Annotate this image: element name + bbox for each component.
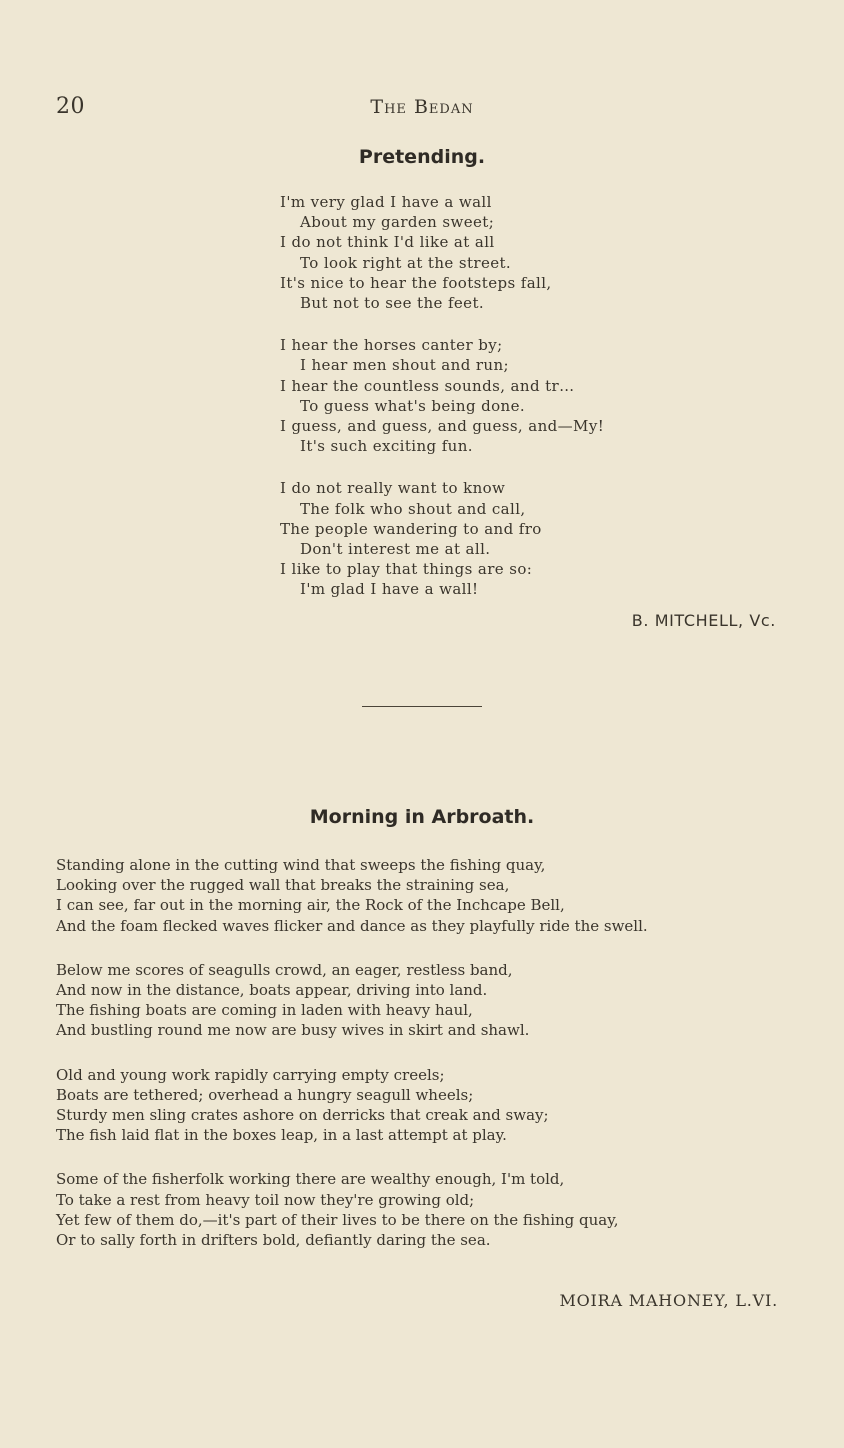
- poem-title-pretending: Pretending.: [358, 146, 486, 168]
- stanza: [56, 1065, 780, 1146]
- poem-line: To take a rest from heavy toil now they're growing old;: [56, 1190, 475, 1209]
- poem-line: I can see, far out in the morning air, the Rock of the Inchcape Bell,: [56, 896, 565, 915]
- poem-line: About my garden sweet;: [300, 213, 495, 232]
- poem-line: I hear the countless sounds, and tr…: [280, 376, 575, 395]
- poem-line: I guess, and guess, and guess, and—My!: [280, 417, 605, 436]
- stanza: [280, 478, 604, 599]
- author-signature: B. MITCHELL, Vc.: [631, 611, 776, 630]
- author-signature: MOIRA MAHONEY, L.VI.: [559, 1291, 778, 1310]
- poem-line: And bustling round me now are busy wives in skirt and shawl.: [56, 1021, 530, 1040]
- poem-line: But not to see the feet.: [300, 294, 485, 313]
- poem-line: Sturdy men sling crates ashore on derricks that creak and sway;: [56, 1106, 549, 1125]
- poem-line: And the foam flecked waves flicker and dance as they playfully ride the swell.: [56, 916, 648, 935]
- stanza: [56, 960, 780, 1041]
- stanza: [280, 192, 604, 313]
- poem-line: Don't interest me at all.: [300, 540, 491, 559]
- poem-line: Looking over the rugged wall that breaks the straining sea,: [56, 876, 510, 895]
- poem-line: Old and young work rapidly carrying empty creels;: [56, 1065, 445, 1084]
- poem-line: Below me scores of seagulls crowd, an eager, restless band,: [56, 960, 513, 979]
- poem-line: I do not think I'd like at all: [280, 233, 495, 252]
- page-number: 20: [56, 94, 85, 119]
- running-head: The Bedan: [370, 96, 474, 118]
- poem-line: Boats are tethered; overhead a hungry seagull wheels;: [56, 1085, 474, 1104]
- poem-line: I hear men shout and run;: [300, 356, 510, 375]
- stanza: [56, 855, 780, 936]
- poem-line: I do not really want to know: [280, 479, 506, 498]
- poem-line: I like to play that things are so:: [280, 560, 533, 579]
- poem-pretending: [280, 192, 604, 600]
- poem-line: It's such exciting fun.: [300, 437, 473, 456]
- stanza: [280, 335, 604, 456]
- poem-line: Or to sally forth in drifters bold, defiantly daring the sea.: [56, 1231, 491, 1250]
- poem-line: The fishing boats are coming in laden with heavy haul,: [56, 1001, 473, 1020]
- poem-line: The folk who shout and call,: [300, 499, 526, 518]
- poem-line: And now in the distance, boats appear, driving into land.: [56, 981, 488, 1000]
- poem-line: To look right at the street.: [300, 253, 512, 272]
- poem-line: Yet few of them do,—it's part of their lives to be there on the fishing quay,: [56, 1210, 619, 1229]
- poem-line: Some of the fisherfolk working there are wealthy enough, I'm told,: [56, 1170, 565, 1189]
- poem-line: To guess what's being done.: [300, 396, 526, 415]
- section-divider: [362, 706, 482, 707]
- poem-line: I hear the horses canter by;: [280, 336, 503, 355]
- poem-line: The fish laid flat in the boxes leap, in a last attempt at play.: [56, 1126, 507, 1145]
- poem-line: Standing alone in the cutting wind that sweeps the fishing quay,: [56, 856, 546, 874]
- poem-morning-in-arbroath: [56, 855, 780, 1250]
- poem-line: The people wandering to and fro: [280, 519, 542, 538]
- stanza: [56, 1169, 780, 1250]
- poem-line: It's nice to hear the footsteps fall,: [280, 273, 552, 292]
- poem-line: I'm very glad I have a wall: [280, 193, 492, 211]
- poem-line: I'm glad I have a wall!: [300, 580, 479, 599]
- poem-title-morning-in-arbroath: Morning in Arbroath.: [309, 806, 535, 828]
